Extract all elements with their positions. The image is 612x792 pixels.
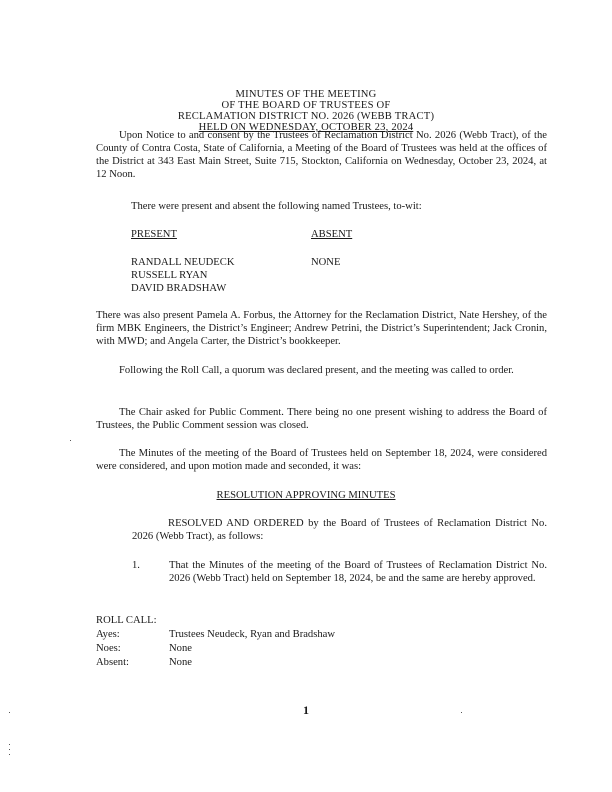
present-trustee-1: RANDALL NEUDECK (131, 257, 235, 268)
title-line-2: OF THE BOARD OF TRUSTEES OF (221, 100, 391, 111)
present-trustee-3: DAVID BRADSHAW (131, 283, 227, 294)
absent-value: None (169, 657, 192, 668)
document-title (0, 89, 612, 133)
title-line-1: MINUTES OF THE MEETING (235, 89, 377, 100)
noes-label: Noes: (96, 643, 121, 654)
ayes-label: Ayes: (96, 629, 120, 640)
resolution-heading: RESOLUTION APPROVING MINUTES (216, 490, 396, 501)
resolution-item-number: 1. (132, 560, 140, 571)
roll-call-heading: ROLL CALL: (96, 615, 157, 626)
absent-trustee-1: NONE (311, 257, 341, 268)
present-trustee-2: RUSSELL RYAN (131, 270, 208, 281)
absent-label: Absent: (96, 657, 129, 668)
intro-paragraph: Upon Notice to and consent by the Trustees of Reclamation District No. 2026 (Webb Tract), of the County of Contra Costa, State of California, a Meeting of the Board of Trustees was held at the offices of the District at 343 East Main Street, Suite 715, Stockton, California on Wednesday, October 23, 2024, at 12 Noon. (96, 130, 547, 180)
resolution-item-text: That the Minutes of the meeting of the Board of Trustees of Reclamation District No. 2026 (Webb Tract) held on September 18, 2024, be and the same are hereby approved. (169, 560, 547, 584)
public-comment-paragraph: The Chair asked for Public Comment. There being no one present wishing to address the Board of Trustees, the Public Comment session was closed. (96, 407, 547, 431)
noes-value: None (169, 643, 192, 654)
quorum-paragraph: Following the Roll Call, a quorum was declared present, and the meeting was called to order. (119, 365, 514, 376)
minutes-paragraph: The Minutes of the meeting of the Board of Trustees held on September 18, 2024, were considered were considered, and upon motion made and seconded, it was: (96, 448, 547, 472)
page-number: 1 (303, 703, 309, 717)
present-header: PRESENT (131, 229, 177, 240)
attendance-intro: There were present and absent the following named Trustees, to-wit: (131, 201, 422, 212)
ayes-value: Trustees Neudeck, Ryan and Bradshaw (169, 629, 336, 640)
title-line-4: HELD ON WEDNESDAY, OCTOBER 23, 2024 (198, 122, 414, 133)
absent-header: ABSENT (311, 229, 353, 240)
resolved-paragraph: RESOLVED AND ORDERED by the Board of Trustees of Reclamation District No. 2026 (Webb Tract), as follows: (132, 518, 547, 542)
also-present-paragraph: There was also present Pamela A. Forbus, the Attorney for the Reclamation District, Nate Hershey, of the firm MBK Engineers, the District’s Engineer; Andrew Petrini, the District’s Superintendent; Jack Cronin, with MWD; and Angela Carter, the District’s bookkeeper. (96, 310, 547, 347)
title-line-3: RECLAMATION DISTRICT NO. 2026 (WEBB TRACT) (177, 111, 435, 122)
